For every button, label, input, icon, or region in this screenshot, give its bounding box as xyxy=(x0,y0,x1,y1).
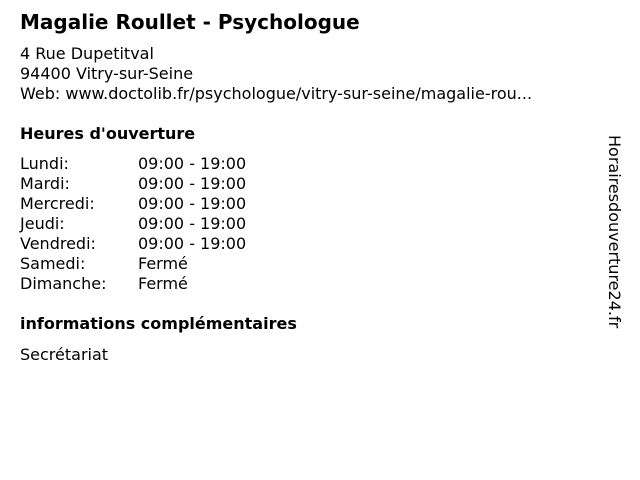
day-label: Mardi: xyxy=(20,174,70,193)
additional-info-heading: informations complémentaires xyxy=(20,314,297,333)
hours-row-friday xyxy=(20,234,246,254)
site-watermark: Horairesdouverture24.fr xyxy=(605,135,624,329)
day-label: Dimanche: xyxy=(20,274,107,293)
time-value: 09:00 - 19:00 xyxy=(138,234,247,253)
hours-row-sunday xyxy=(20,274,246,294)
time-value: 09:00 - 19:00 xyxy=(138,174,247,193)
time-value: Fermé xyxy=(138,254,188,273)
hours-row-monday xyxy=(20,154,246,174)
hours-row-wednesday xyxy=(20,194,246,214)
day-label: Lundi: xyxy=(20,154,69,173)
day-label: Vendredi: xyxy=(20,234,96,253)
hours-row-saturday xyxy=(20,254,246,274)
street-address: 4 Rue Dupetitval xyxy=(20,44,154,63)
time-value: 09:00 - 19:00 xyxy=(138,154,247,173)
hours-row-thursday xyxy=(20,214,246,234)
opening-hours-table xyxy=(20,154,246,294)
address-block xyxy=(20,44,532,104)
day-label: Jeudi: xyxy=(20,214,65,233)
additional-info-text: Secrétariat xyxy=(20,345,109,364)
time-value: 09:00 - 19:00 xyxy=(138,214,247,233)
time-value: 09:00 - 19:00 xyxy=(138,194,247,213)
day-label: Mercredi: xyxy=(20,194,95,213)
city-address: 94400 Vitry-sur-Seine xyxy=(20,64,194,83)
business-name: Magalie Roullet - Psychologue xyxy=(20,10,360,34)
opening-hours-heading: Heures d'ouverture xyxy=(20,124,196,143)
time-value: Fermé xyxy=(138,274,188,293)
day-label: Samedi: xyxy=(20,254,86,273)
website-link[interactable]: Web: www.doctolib.fr/psychologue/vitry-sur-seine/magalie-rou... xyxy=(20,84,533,103)
hours-row-tuesday xyxy=(20,174,246,194)
